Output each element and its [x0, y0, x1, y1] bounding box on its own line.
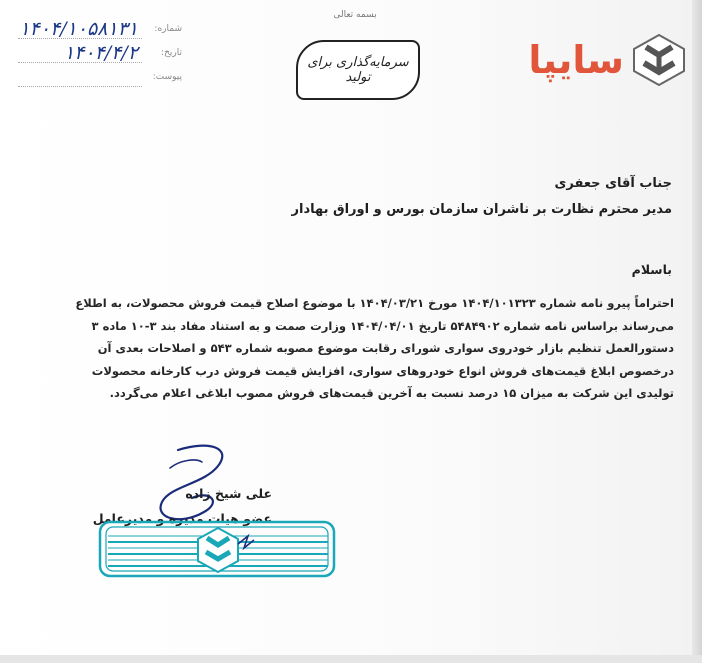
date-line	[18, 62, 142, 63]
logo-text: سایپا	[528, 38, 624, 82]
letter-meta	[12, 20, 182, 92]
company-logo	[506, 30, 686, 90]
signatory-role: عضو هیات مدیره و مدیرعامل	[92, 511, 272, 526]
recipient-title: مدیر محترم نظارت بر ناشران سازمان بورس و اوراق بهادار	[291, 202, 672, 217]
company-stamp	[98, 518, 336, 580]
body-line: می‌رساند براساس نامه شماره ۵۴۸۴۹۰۲ تاریخ ۱۴۰۴/۰۴/۰۱ وزارت صمت و به استناد مفاد بند ۳-۱۰ ماده ۳	[91, 318, 674, 333]
body-line: احتراماً پیرو نامه شماره ۱۴۰۴/۱۰۱۳۲۳ مورخ ۱۴۰۴/۰۳/۲۱ با موضوع اصلاح قیمت فروش محصولات، به اطلاع	[75, 296, 674, 310]
number-line	[18, 38, 142, 39]
slogan-emblem	[296, 40, 420, 100]
letter-body	[14, 292, 674, 405]
body-line: تولیدی این شرکت به میزان ۱۵ درصد نسبت به آخرین قیمت‌های فروش مصوب ابلاغی اعلام می‌گردد.	[109, 386, 674, 400]
saipa-logo-icon	[632, 33, 686, 87]
bismillah: بسمه تعالی	[333, 10, 377, 20]
body-line: درخصوص ابلاغ قیمت‌های فروش انواع خودروهای سواری، افزایش قیمت فروش درب کارخانه محصولات	[91, 363, 674, 378]
attachment-label: پیوست:	[152, 72, 182, 82]
body-line: دستورالعمل تنظیم بازار خودروی سواری شورای رقابت موضوع مصوبه شماره ۵۴۳ و اصلاحات بعدی آن	[97, 341, 674, 355]
date-label: تاریخ:	[161, 48, 182, 58]
recipient-name: جناب آقای جعفری	[554, 176, 672, 191]
slogan-text: سرمایه‌گذاری برای تولید	[307, 55, 409, 85]
attachment-line	[18, 86, 142, 87]
meta-date-row	[12, 44, 182, 68]
meta-number-row	[12, 20, 182, 44]
salutation: باسلام	[631, 262, 672, 277]
meta-attachment-row	[12, 68, 182, 92]
signatory-name: علی شیخ زاده	[185, 486, 272, 501]
number-label: شماره:	[154, 24, 182, 34]
page-edge	[692, 0, 702, 663]
date-value: ۱۴۰۴/۴/۲	[63, 42, 138, 64]
page-edge-bottom	[0, 655, 702, 663]
number-value: ۱۴۰۴/۱۰۵۸۱۳۱	[19, 18, 138, 40]
